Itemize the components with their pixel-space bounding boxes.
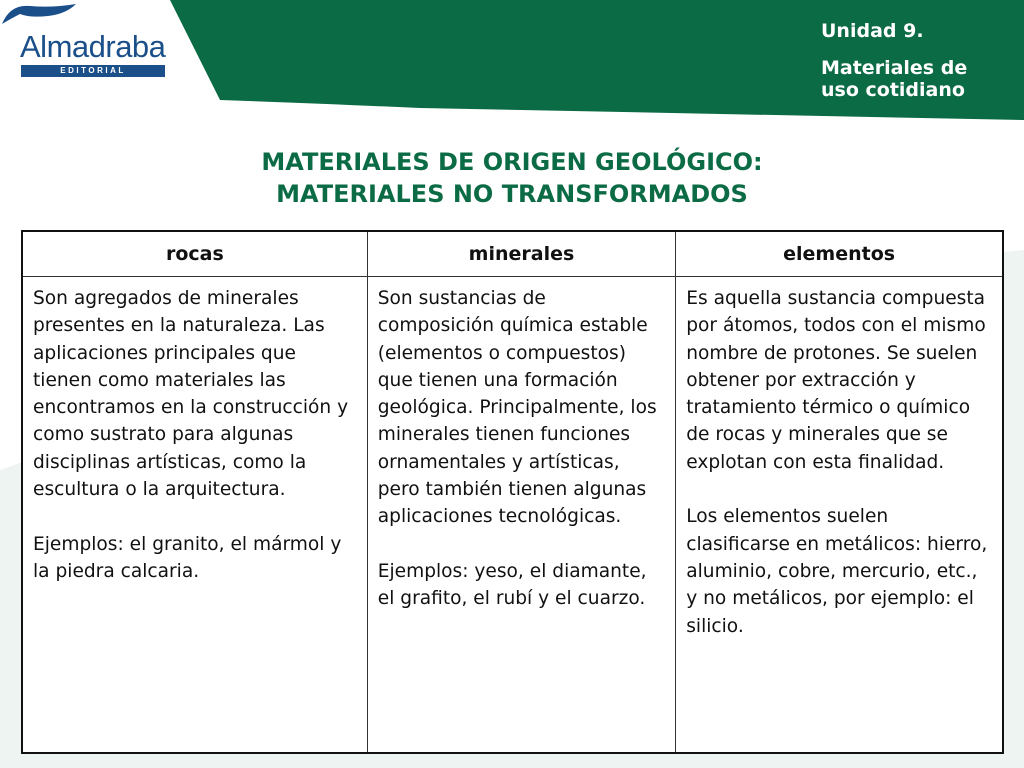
page-title [0,146,1024,210]
logo-tagline: EDITORIAL [21,65,165,77]
column-header-minerales: minerales [367,231,675,277]
page-title-line-2: MATERIALES NO TRANSFORMADOS [276,180,748,208]
unit-subtitle: Materiales de uso cotidiano [821,57,968,101]
cell-minerales [367,277,675,754]
table-row [22,277,1003,754]
cell-elementos-description: Es aquella sustancia compuesta por átomos, todos con el mismo nombre de protones. Se suelen obtener por extracción y tratamiento térmico o químico de rocas y minerales que se explotan con esta finalidad. [686,288,986,473]
column-header-elementos: elementos [676,231,1003,277]
cell-rocas-description: Son agregados de minerales presentes en la naturaleza. Las aplicaciones principales que tienen como materiales las encontramos en la construcción y como sustrato para algunas disciplinas artísticas, como la escultura o la arquitectura. [33,288,349,501]
cell-rocas [22,277,367,754]
page-title-line-1: MATERIALES DE ORIGEN GEOLÓGICO: [261,148,763,176]
materials-table [21,230,1004,754]
cell-minerales-description: Son sustancias de composición química estable (elementos o compuestos) que tienen una formación geológica. Principalmente, los minerales tienen funciones ornamentales y artísticas, pero también tienen algunas aplicaciones tecnológicas. [377,288,657,528]
cell-elementos-classification: Los elementos suelen clasificarse en metálicos: hierro, aluminio, cobre, mercurio, etc., y no metálicos, por ejemplo: el silicio. [686,506,988,637]
table-header-row [22,231,1003,277]
cell-minerales-examples: Ejemplos: yeso, el diamante, el grafito, el rubí y el cuarzo. [377,560,647,610]
cell-elementos [676,277,1003,754]
header-band [0,0,1024,120]
logo-name: Almadraba [20,29,166,64]
column-header-rocas: rocas [22,231,367,277]
cell-rocas-examples: Ejemplos: el granito, el mármol y la piedra calcaria. [33,533,342,582]
logo-wave-icon [0,0,80,28]
unit-number: Unidad 9. [821,20,924,42]
